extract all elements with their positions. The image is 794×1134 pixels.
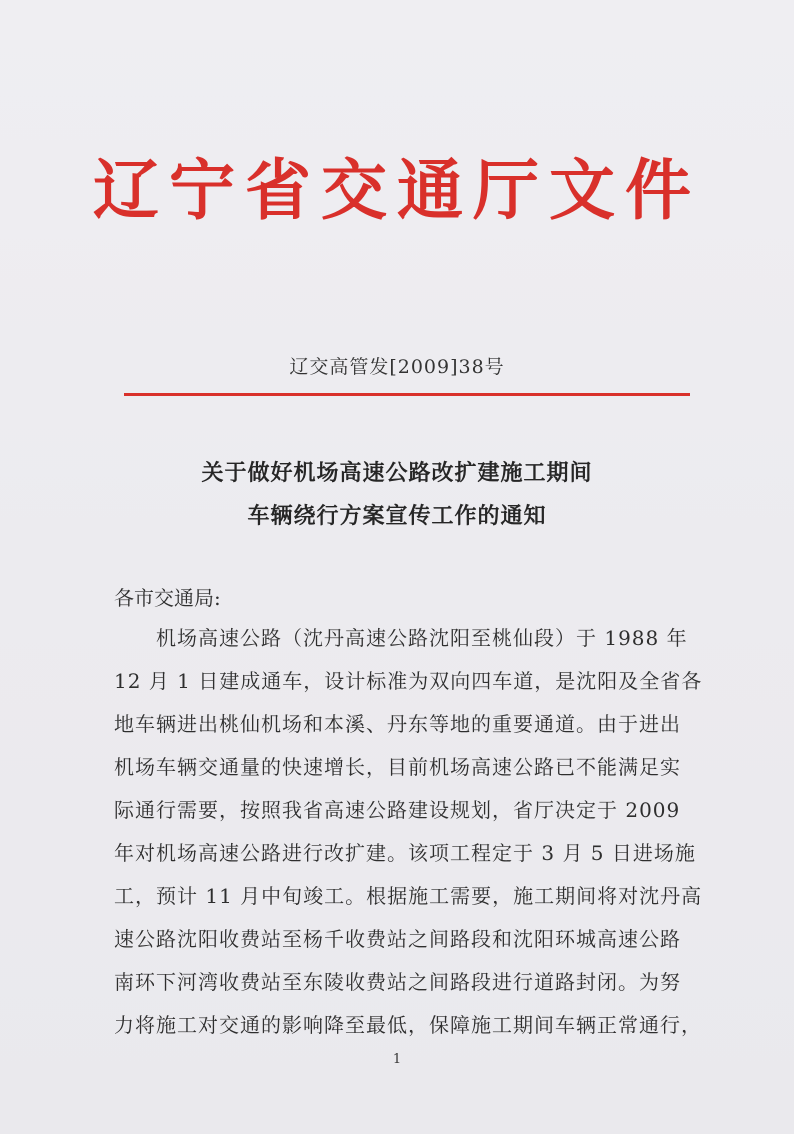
salutation: 各市交通局: [114,586,221,610]
document-subject [0,452,794,538]
page-number: 1 [392,1052,402,1067]
body-line: 机场高速公路（沈丹高速公路沈阳至桃仙段）于 1988 年 [114,626,688,650]
document-number: 辽交高管发[2009]38号 [289,356,505,378]
body-line: 力将施工对交通的影响降至最低，保障施工期间车辆正常通行， [114,1013,702,1037]
red-divider-rule [124,393,690,396]
body-line: 机场车辆交通量的快速增长，目前机场高速公路已不能满足实 [114,755,681,779]
body-line: 地车辆进出桃仙机场和本溪、丹东等地的重要通道。由于进出 [114,712,681,736]
subject-line-2: 车辆绕行方案宣传工作的通知 [247,504,547,529]
body-line: 工，预计 11 月中旬竣工。根据施工需要，施工期间将对沈丹高 [114,884,703,908]
body-paragraph [114,617,704,1047]
body-line: 年对机场高速公路进行改扩建。该项工程定于 3 月 5 日进场施 [114,841,696,865]
document-header-title: 辽宁省交通厅文件 [93,152,701,229]
body-line: 12 月 1 日建成通车，设计标准为双向四车道，是沈阳及全省各 [114,669,703,693]
body-line: 际通行需要，按照我省高速公路建设规划，省厅决定于 2009 [114,798,681,822]
body-line: 南环下河湾收费站至东陵收费站之间路段进行道路封闭。为努 [114,970,681,994]
body-line: 速公路沈阳收费站至杨千收费站之间路段和沈阳环城高速公路 [114,927,681,951]
subject-line-1: 关于做好机场高速公路改扩建施工期间 [201,461,593,486]
